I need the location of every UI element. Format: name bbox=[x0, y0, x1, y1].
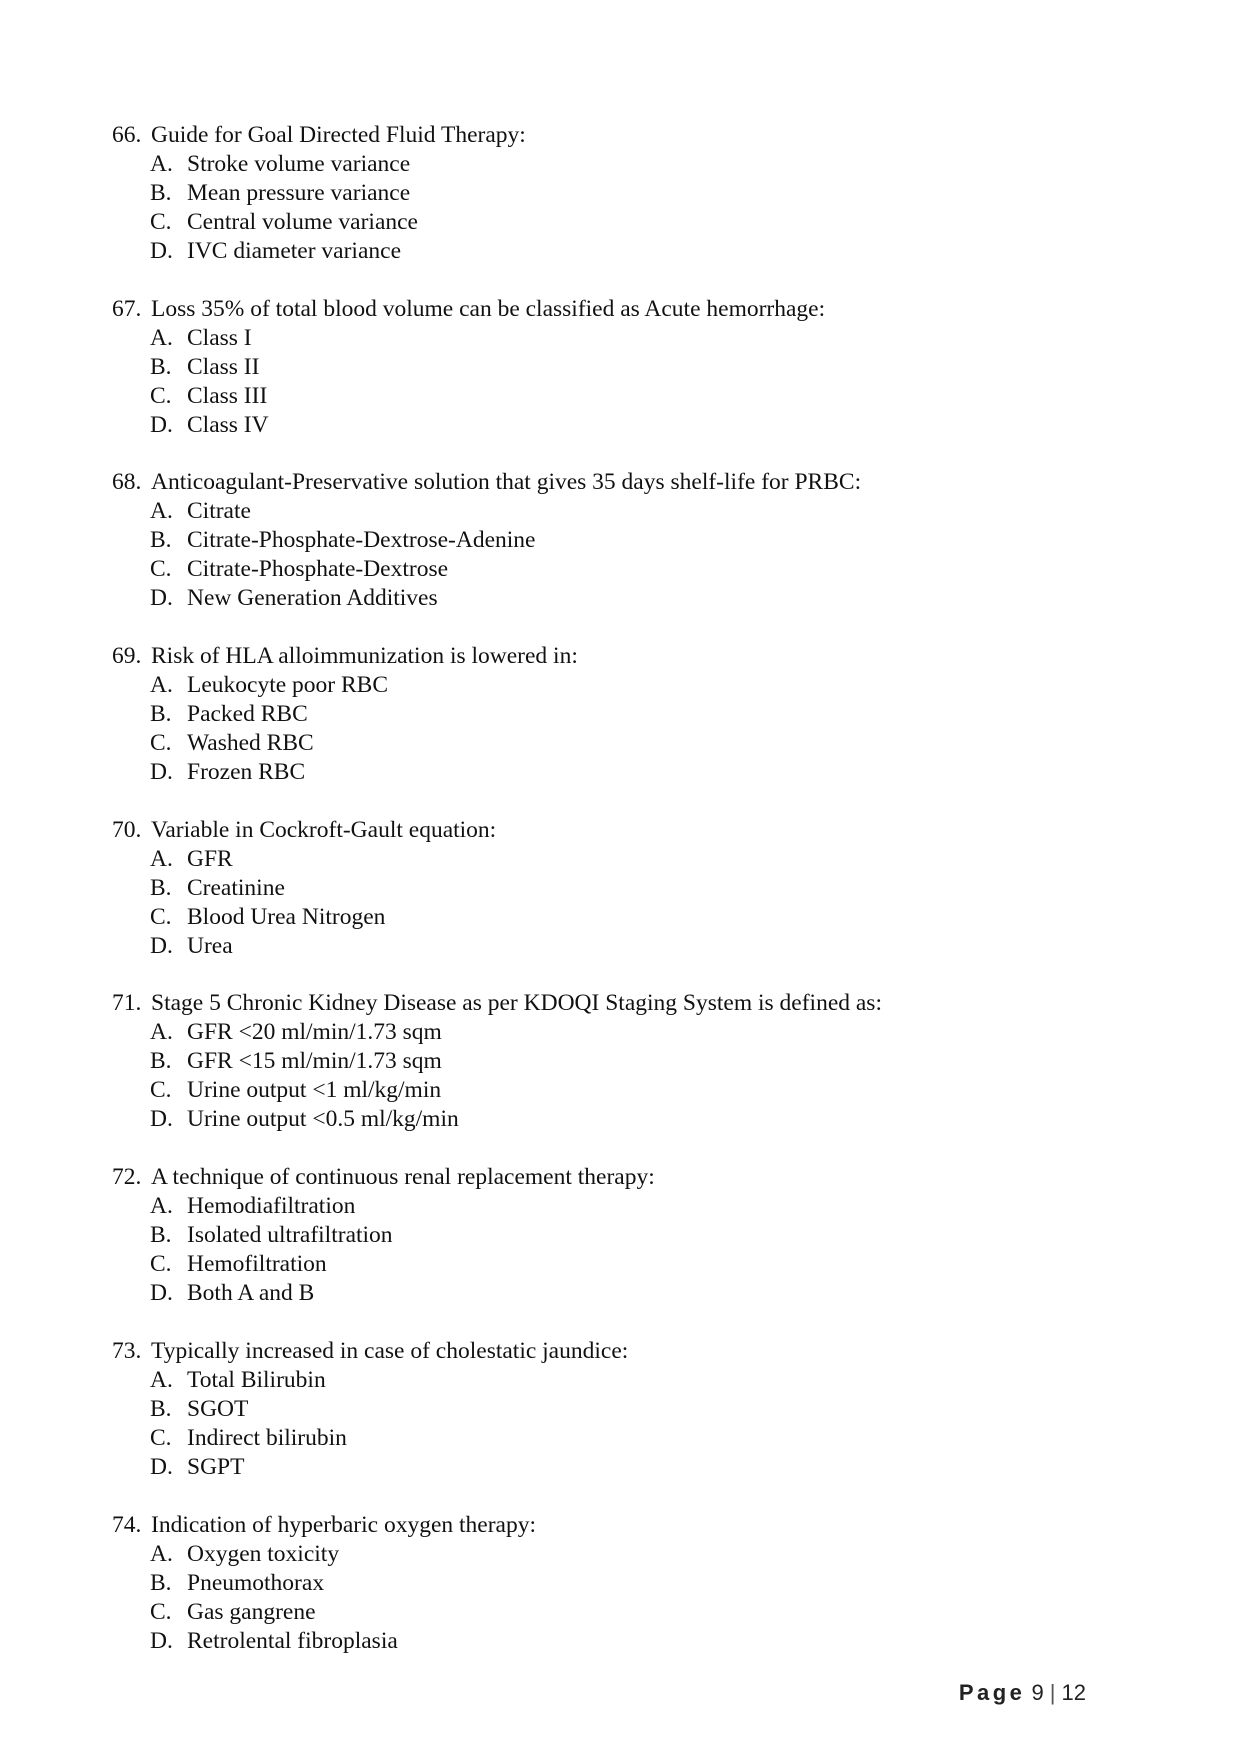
option-text: Frozen RBC bbox=[187, 759, 306, 786]
option-list bbox=[112, 671, 1152, 787]
option-text: Class IV bbox=[187, 411, 269, 438]
answer-option bbox=[112, 1047, 1152, 1076]
option-letter: C. bbox=[150, 1077, 172, 1104]
option-letter: B. bbox=[150, 1048, 172, 1075]
question-67 bbox=[112, 295, 1152, 440]
total-pages: 12 bbox=[1061, 1680, 1086, 1705]
page-label: Page bbox=[958, 1680, 1026, 1705]
answer-option bbox=[112, 411, 1152, 440]
option-text: Citrate-Phosphate-Dextrose bbox=[187, 556, 449, 583]
question-number: 72. bbox=[112, 1164, 142, 1191]
question-68 bbox=[112, 468, 1152, 613]
option-letter: C. bbox=[150, 730, 172, 757]
option-list bbox=[112, 497, 1152, 613]
answer-option bbox=[112, 1076, 1152, 1105]
answer-option bbox=[112, 845, 1152, 874]
option-letter: D. bbox=[150, 1280, 173, 1307]
question-text: Loss 35% of total blood volume can be classified as Acute hemorrhage: bbox=[151, 295, 826, 322]
option-text: Isolated ultrafiltration bbox=[187, 1222, 393, 1249]
answer-option bbox=[112, 671, 1152, 700]
question-list bbox=[112, 121, 1152, 1684]
option-text: Urea bbox=[187, 932, 233, 959]
question-stem bbox=[112, 1163, 1152, 1192]
question-number: 73. bbox=[112, 1337, 142, 1364]
option-list bbox=[112, 150, 1152, 266]
question-text: Risk of HLA alloimmunization is lowered in: bbox=[151, 643, 578, 670]
question-number: 66. bbox=[112, 122, 142, 148]
answer-option bbox=[112, 1453, 1152, 1482]
option-text: Packed RBC bbox=[187, 701, 308, 728]
option-letter: C. bbox=[150, 1598, 172, 1625]
option-letter: D. bbox=[150, 759, 173, 786]
answer-option bbox=[112, 1424, 1152, 1453]
answer-option bbox=[112, 1627, 1152, 1656]
answer-option bbox=[112, 729, 1152, 758]
answer-option bbox=[112, 700, 1152, 729]
question-number: 69. bbox=[112, 643, 142, 670]
current-page-number: 9 bbox=[1031, 1680, 1044, 1705]
option-text: GFR <15 ml/min/1.73 sqm bbox=[187, 1048, 442, 1075]
option-letter: B. bbox=[150, 180, 172, 206]
option-text: Creatinine bbox=[187, 874, 285, 901]
option-text: Both A and B bbox=[187, 1280, 315, 1307]
answer-option bbox=[112, 1540, 1152, 1569]
answer-option bbox=[112, 1105, 1152, 1134]
answer-option bbox=[112, 1395, 1152, 1424]
option-text: Stroke volume variance bbox=[187, 151, 411, 177]
answer-option bbox=[112, 758, 1152, 787]
option-list bbox=[112, 1366, 1152, 1482]
answer-option bbox=[112, 1569, 1152, 1598]
option-letter: B. bbox=[150, 1395, 172, 1422]
option-text: GFR <20 ml/min/1.73 sqm bbox=[187, 1019, 442, 1046]
option-letter: C. bbox=[150, 903, 172, 930]
option-letter: A. bbox=[150, 1540, 173, 1567]
option-letter: B. bbox=[150, 353, 172, 380]
option-letter: C. bbox=[150, 1424, 172, 1451]
option-letter: A. bbox=[150, 1019, 173, 1046]
answer-option bbox=[112, 1250, 1152, 1279]
option-text: Blood Urea Nitrogen bbox=[187, 903, 386, 930]
question-71 bbox=[112, 989, 1152, 1134]
answer-option bbox=[112, 237, 1152, 266]
option-text: SGPT bbox=[187, 1453, 245, 1480]
option-text: Indirect bilirubin bbox=[187, 1424, 347, 1451]
option-text: Citrate bbox=[187, 498, 251, 525]
option-text: GFR bbox=[187, 845, 233, 872]
answer-option bbox=[112, 382, 1152, 411]
answer-option bbox=[112, 903, 1152, 932]
question-70 bbox=[112, 816, 1152, 961]
answer-option bbox=[112, 353, 1152, 382]
option-letter: B. bbox=[150, 1569, 172, 1596]
answer-option bbox=[112, 179, 1152, 208]
question-stem bbox=[112, 989, 1152, 1018]
option-text: Mean pressure variance bbox=[187, 180, 411, 206]
question-74 bbox=[112, 1511, 1152, 1656]
option-letter: A. bbox=[150, 845, 173, 872]
question-69 bbox=[112, 642, 1152, 787]
option-text: Citrate-Phosphate-Dextrose-Adenine bbox=[187, 527, 536, 554]
answer-option bbox=[112, 1366, 1152, 1395]
answer-option bbox=[112, 324, 1152, 353]
option-letter: D. bbox=[150, 585, 173, 612]
answer-option bbox=[112, 874, 1152, 903]
option-letter: D. bbox=[150, 411, 173, 438]
question-number: 70. bbox=[112, 816, 142, 843]
answer-option bbox=[112, 1221, 1152, 1250]
option-letter: A. bbox=[150, 672, 173, 699]
option-letter: A. bbox=[150, 1366, 173, 1393]
answer-option bbox=[112, 1279, 1152, 1308]
option-letter: D. bbox=[150, 1453, 173, 1480]
option-list bbox=[112, 324, 1152, 440]
answer-option bbox=[112, 555, 1152, 584]
question-stem bbox=[112, 121, 1152, 150]
question-stem bbox=[112, 1337, 1152, 1366]
option-letter: D. bbox=[150, 932, 173, 959]
option-text: Total Bilirubin bbox=[187, 1366, 326, 1393]
option-text: Oxygen toxicity bbox=[187, 1540, 340, 1567]
question-72 bbox=[112, 1163, 1152, 1308]
answer-option bbox=[112, 584, 1152, 613]
option-text: Hemofiltration bbox=[187, 1251, 327, 1278]
option-text: Leukocyte poor RBC bbox=[187, 672, 389, 699]
option-text: Urine output <1 ml/kg/min bbox=[187, 1077, 442, 1104]
question-stem bbox=[112, 642, 1152, 671]
option-letter: D. bbox=[150, 1627, 173, 1654]
option-text: Gas gangrene bbox=[187, 1598, 316, 1625]
option-list bbox=[112, 1540, 1152, 1656]
question-text: Variable in Cockroft-Gault equation: bbox=[151, 816, 497, 843]
option-letter: B. bbox=[150, 1222, 172, 1249]
option-letter: C. bbox=[150, 1251, 172, 1278]
question-stem bbox=[112, 816, 1152, 845]
question-text: Guide for Goal Directed Fluid Therapy: bbox=[151, 122, 526, 148]
answer-option bbox=[112, 932, 1152, 961]
question-text: Anticoagulant-Preservative solution that gives 35 days shelf-life for PRBC: bbox=[151, 469, 862, 496]
page-footer bbox=[959, 1680, 1086, 1706]
option-letter: A. bbox=[150, 151, 173, 177]
option-letter: D. bbox=[150, 238, 173, 264]
answer-option bbox=[112, 497, 1152, 526]
option-text: Washed RBC bbox=[187, 730, 314, 757]
option-text: Class I bbox=[187, 324, 252, 351]
option-list bbox=[112, 845, 1152, 961]
question-text: Typically increased in case of cholestatic jaundice: bbox=[151, 1337, 629, 1364]
option-letter: A. bbox=[150, 1193, 173, 1220]
answer-option bbox=[112, 526, 1152, 555]
answer-option bbox=[112, 208, 1152, 237]
option-text: Pneumothorax bbox=[187, 1569, 325, 1596]
option-list bbox=[112, 1192, 1152, 1308]
option-letter: B. bbox=[150, 701, 172, 728]
answer-option bbox=[112, 1192, 1152, 1221]
answer-option bbox=[112, 1018, 1152, 1047]
question-text: A technique of continuous renal replacement therapy: bbox=[151, 1164, 655, 1191]
question-text: Stage 5 Chronic Kidney Disease as per KDOQI Staging System is defined as: bbox=[151, 990, 882, 1017]
option-text: New Generation Additives bbox=[187, 585, 438, 612]
option-text: Hemodiafiltration bbox=[187, 1193, 356, 1220]
question-66 bbox=[112, 121, 1152, 266]
option-text: Class II bbox=[187, 353, 260, 380]
option-text: Central volume variance bbox=[187, 209, 418, 235]
option-text: SGOT bbox=[187, 1395, 249, 1422]
option-list bbox=[112, 1018, 1152, 1134]
answer-option bbox=[112, 1598, 1152, 1627]
question-number: 74. bbox=[112, 1511, 142, 1538]
question-stem bbox=[112, 295, 1152, 324]
question-number: 68. bbox=[112, 469, 142, 496]
option-letter: C. bbox=[150, 382, 172, 409]
option-letter: B. bbox=[150, 527, 172, 554]
option-letter: D. bbox=[150, 1106, 173, 1133]
option-letter: B. bbox=[150, 874, 172, 901]
question-text: Indication of hyperbaric oxygen therapy: bbox=[151, 1511, 536, 1538]
option-text: IVC diameter variance bbox=[187, 238, 402, 264]
question-73 bbox=[112, 1337, 1152, 1482]
page-separator: | bbox=[1049, 1680, 1056, 1705]
option-letter: A. bbox=[150, 498, 173, 525]
question-stem bbox=[112, 468, 1152, 497]
option-text: Class III bbox=[187, 382, 268, 409]
option-letter: A. bbox=[150, 324, 173, 351]
option-text: Retrolental fibroplasia bbox=[187, 1627, 398, 1654]
question-number: 71. bbox=[112, 990, 142, 1017]
question-stem bbox=[112, 1511, 1152, 1540]
option-text: Urine output <0.5 ml/kg/min bbox=[187, 1106, 459, 1133]
option-letter: C. bbox=[150, 209, 172, 235]
question-number: 67. bbox=[112, 295, 142, 322]
answer-option bbox=[112, 150, 1152, 179]
option-letter: C. bbox=[150, 556, 172, 583]
